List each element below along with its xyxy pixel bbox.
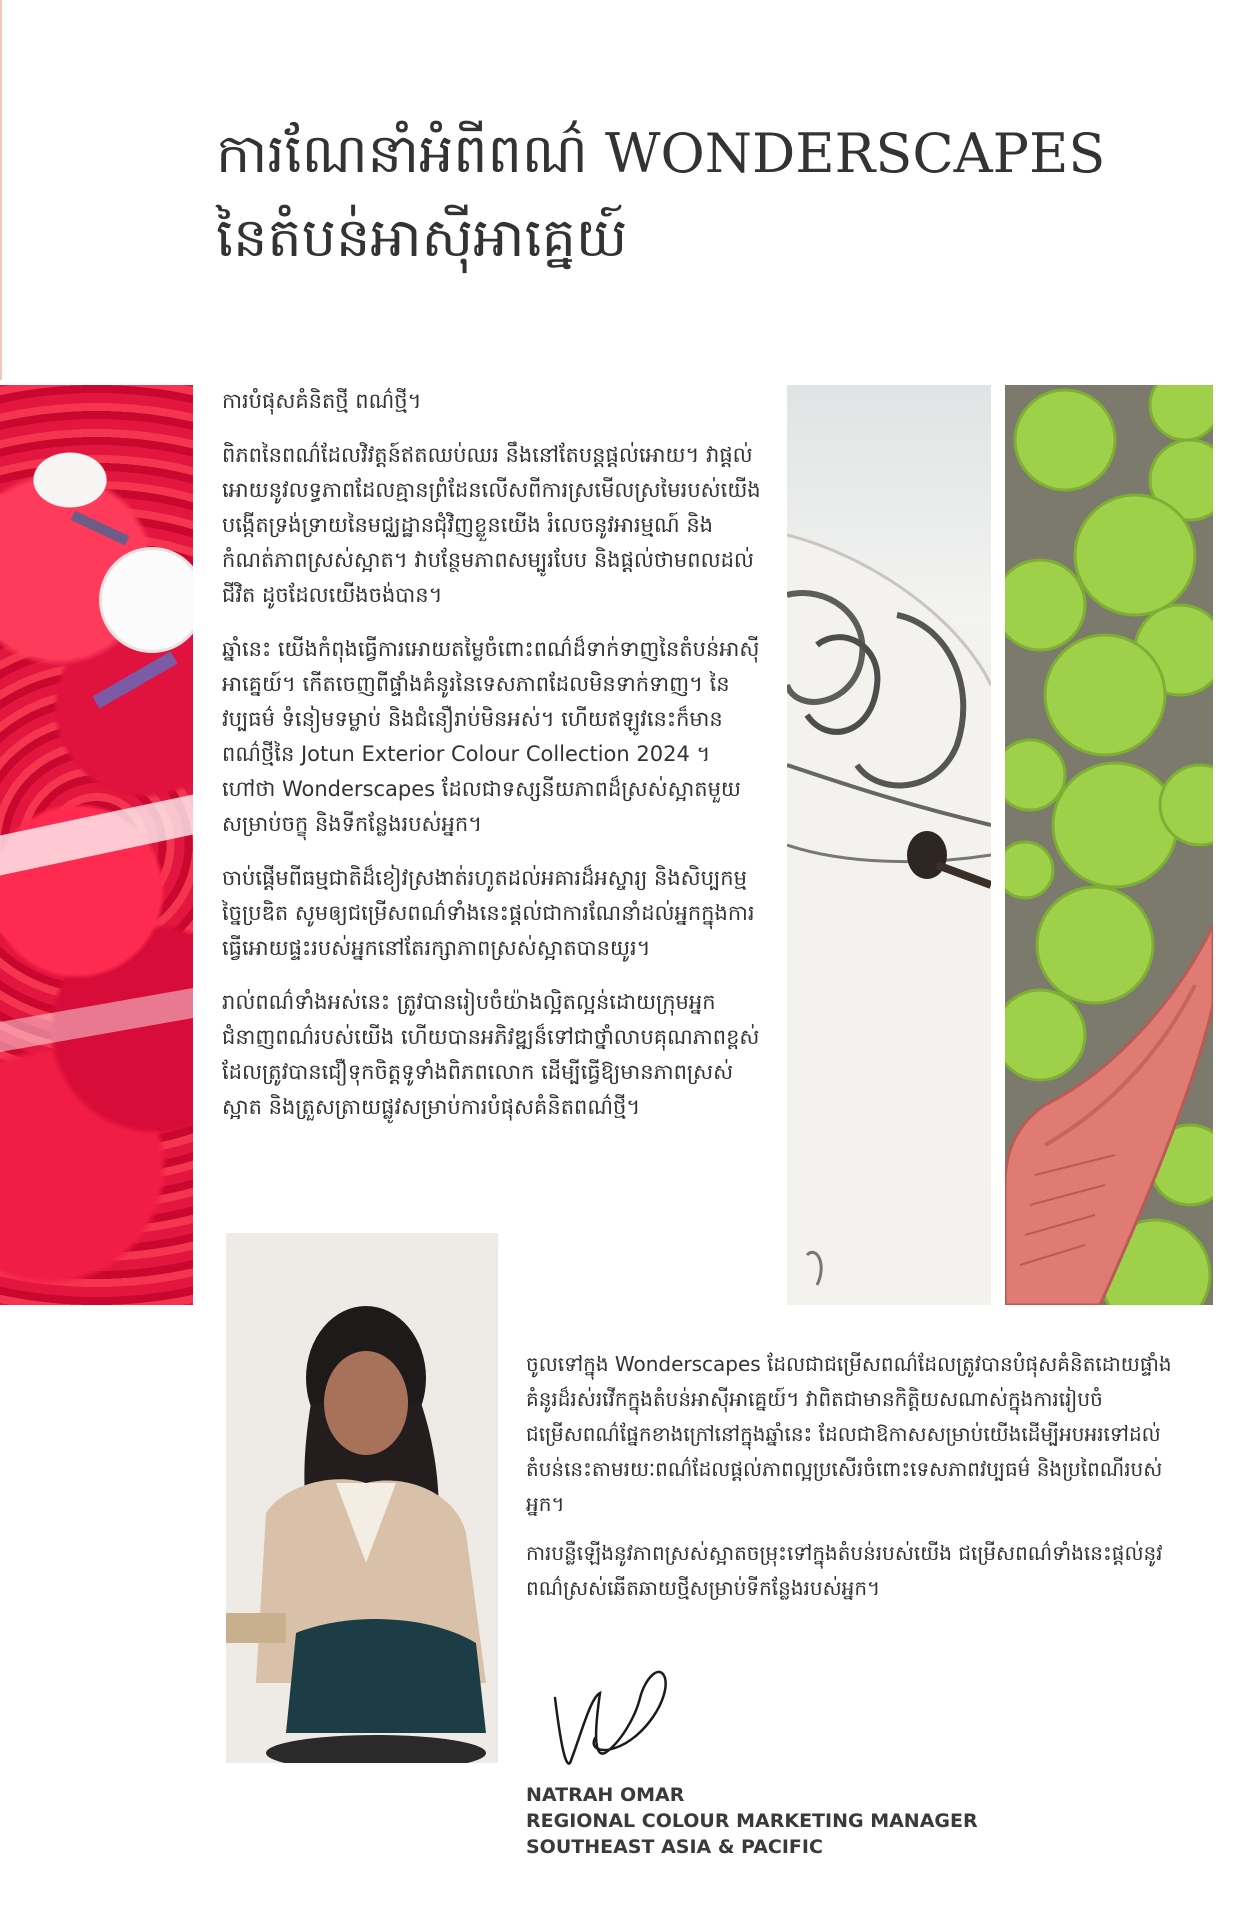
title-line-2: នៃតំបន់អាស៊ីអាគ្នេយ៍ xyxy=(216,206,628,269)
intro-heading: ការបំផុសគំនិតថ្មី ពណ៌ថ្មី។ xyxy=(222,389,422,413)
intro-paragraph-3: ចាប់ផ្តើមពីធម្មជាតិដ៏ខៀវស្រងាត់រហូតដល់អគារដ៏អស្ចារ្យ និងសិប្បកម្មច្នៃប្រឌិត សូមឲ្យជម្រើសពណ៌ទាំងនេះផ្តល់ជាការណែនាំដល់អ្នកក្នុងការធ្វើអោយផ្ទះរបស់អ្នកនៅតែរក្សាភាពស្រស់ស្អាតបានយូរ។ xyxy=(222,866,755,960)
title-line-1: ការណែនាំអំពីពណ៌ WONDERSCAPES xyxy=(216,122,1106,185)
closing-paragraph-1: ចូលទៅក្នុង Wonderscapes ដែលជាជម្រើសពណ៌ដែលត្រូវបានបំផុសគំនិតដោយផ្ទាំងគំនូរដ៏រស់រវើកក្នុងតំបន់អាស៊ីអាគ្នេយ៍។ វាពិតជាមានកិត្តិយសណាស់ក្នុងការរៀបចំជម្រើសពណ៌ផ្នែកខាងក្រៅនៅក្នុងឆ្នាំនេះ ដែលជាឱកាសសម្រាប់យើងដើម្បីអបអរទៅដល់តំបន់នេះតាមរយៈពណ៌ដែលផ្តល់ភាពល្អប្រសើរចំពោះទេសភាពវប្បធម៌ និងប្រពៃណីរបស់អ្នក។ xyxy=(526,1352,1172,1516)
signatory-name: NATRAH OMAR xyxy=(526,1784,685,1806)
lily-pads-boat-photo xyxy=(1005,385,1213,1305)
intro-text-column xyxy=(222,384,762,1144)
signatory-role: REGIONAL COLOUR MARKETING MANAGER xyxy=(526,1810,978,1832)
incense-field-photo xyxy=(0,385,193,1305)
intro-paragraph-2: ឆ្នាំនេះ យើងកំពុងធ្វើការអោយតម្លៃចំពោះពណ៌ដ៏ទាក់ទាញនៃតំបន់អាស៊ីអាគ្នេយ៍។ កើតចេញពីផ្ទាំងគំនូរនៃទេសភាពដែលមិនទាក់ទាញ។ នៃវប្បធម៌ ទំនៀមទម្លាប់ និងជំនឿរាប់មិនអស់។ ហើយឥឡូវនេះក៏មាន ពណ៌ថ្មីនៃ Jotun Exterior Colour Collection 2024 ។ ហៅថា Wonderscapes ដែលជាទស្សនីយភាពដ៏ស្រស់ស្អាតមួយសម្រាប់ចក្ខុ និងទីកន្លែងរបស់អ្នក។ xyxy=(222,637,760,836)
intro-paragraph-4: រាល់ពណ៌ទាំងអស់នេះ ត្រូវបានរៀបចំយ៉ាងល្អិតល្អន់ដោយក្រុមអ្នកជំនាញពណ៌របស់យើង ហើយបានអភិវឌ្ឍន៏ទៅជាថ្នាំលាបគុណភាពខ្ពស់ ដែលត្រូវបានជឿទុកចិត្តទូទាំងពិភពលោក ដើម្បីធ្វើឱ្យមានភាពស្រស់ស្អាត និងត្រួសត្រាយផ្លូវសម្រាប់ការបំផុសគំនិតពណ៌ថ្មី។ xyxy=(222,990,760,1119)
closing-paragraph-2: ការបន្លឺឡើងនូវភាពស្រស់ស្អាតចម្រុះទៅក្នុងតំបន់របស់យើង ជម្រើសពណ៌ទាំងនេះផ្តល់នូវពណ៌ស្រស់ឆើតឆាយថ្មីសម្រាប់ទីកន្លែងរបស់អ្នក។ xyxy=(526,1541,1163,1600)
portrait-photo xyxy=(226,1233,498,1763)
signatory-block xyxy=(526,1782,978,1860)
ceramic-plate-photo xyxy=(787,385,991,1305)
page-title xyxy=(216,112,1196,280)
intro-paragraph-1: ពិភពនៃពណ៌ដែលវិវត្តន៍ឥតឈប់ឈរ នឹងនៅតែបន្តផ្តល់អោយ។ វាផ្តល់អោយនូវលទ្ធភាពដែលគ្មានព្រំដែនលើសពីការស្រមើលស្រមៃរបស់យើង បង្កើតទ្រង់ទ្រាយនៃមជ្ឈដ្ឋានជុំវិញខ្លួនយើង រំលេចនូវអារម្មណ៍ និងកំណត់ភាពស្រស់ស្អាត។ វាបន្ថែមភាពសម្បូរបែប និងផ្តល់ថាមពលដល់ជីវិត ដូចដែលយើងចង់បាន។ xyxy=(222,443,761,607)
handwritten-signature xyxy=(545,1658,675,1778)
closing-text-column xyxy=(526,1347,1196,1620)
page-edge-accent xyxy=(0,0,2,380)
signatory-region: SOUTHEAST ASIA & PACIFIC xyxy=(526,1836,823,1858)
conical-hat-shape xyxy=(102,550,193,650)
